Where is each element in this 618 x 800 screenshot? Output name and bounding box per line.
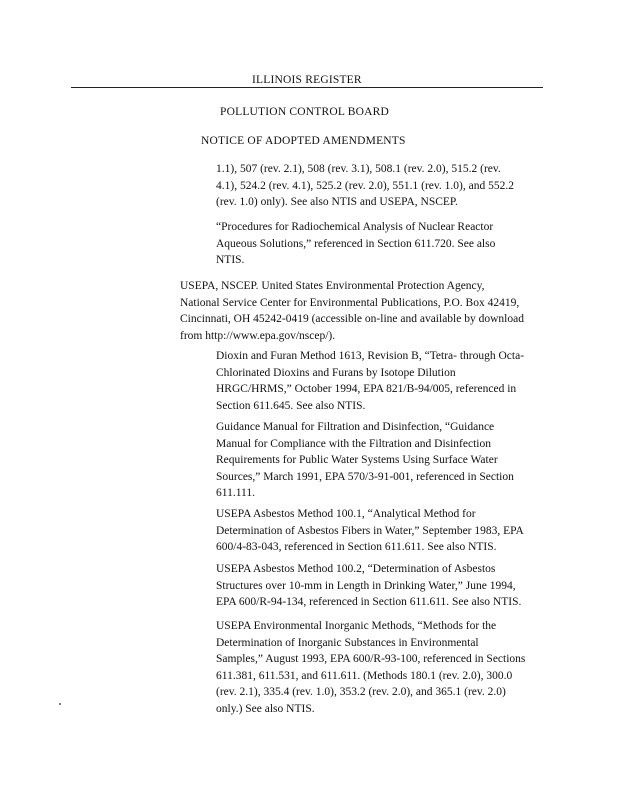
text-line: “Procedures for Radiochemical Analysis of Nuclear Reactor: [216, 221, 494, 233]
paragraph-usepa-nscep: [180, 278, 524, 344]
register-title: ILLINOIS REGISTER: [252, 74, 362, 86]
text-line: National Service Center for Environmental Publications, P.O. Box 42419,: [180, 296, 520, 309]
scan-speck: [59, 703, 61, 705]
text-line: Dioxin and Furan Method 1613, Revision B, “Tetra- through Octa-: [216, 350, 525, 362]
text-line: Samples,” August 1993, EPA 600/R-93-100, referenced in Sections: [216, 653, 526, 665]
board-title: POLLUTION CONTROL BOARD: [220, 106, 390, 118]
text-line: EPA 600/R-94-134, referenced in Section 611.611. See also NTIS.: [216, 596, 522, 608]
paragraph-continuation: [216, 161, 514, 211]
text-line: USEPA Asbestos Method 100.1, “Analytical Method for: [216, 508, 476, 520]
text-line: NTIS.: [216, 254, 245, 266]
text-line: Structures over 10-mm in Length in Drinking Water,” June 1994,: [216, 579, 516, 592]
text-line: Cincinnati, OH 45242-0419 (accessible on-line and available by download: [180, 313, 524, 325]
text-line: Manual for Compliance with the Filtration and Disinfection: [216, 437, 491, 450]
paragraph-inorganic-methods: [216, 618, 525, 717]
text-line: USEPA Environmental Inorganic Methods, “Methods for the: [216, 620, 497, 632]
text-line: Section 611.645. See also NTIS.: [216, 399, 366, 412]
text-line: Determination of Asbestos Fibers in Water,” September 1983, EPA: [216, 524, 524, 537]
text-line: Determination of Inorganic Substances in Environmental: [216, 636, 479, 649]
paragraph-asbestos-100-2: [216, 561, 521, 611]
text-line: 611.381, 611.531, and 611.611. (Methods 180.1 (rev. 2.0), 300.0: [216, 669, 513, 682]
paragraph-radiochemical: [216, 219, 495, 269]
text-line: Aqueous Solutions,” referenced in Section 611.720. See also: [216, 237, 496, 250]
text-line: 1.1), 507 (rev. 2.1), 508 (rev. 3.1), 508.1 (rev. 2.0), 515.2 (rev.: [216, 163, 501, 175]
text-line: (rev. 2.1), 335.4 (rev. 1.0), 353.2 (rev. 2.0), and 365.1 (rev. 2.0): [216, 686, 506, 698]
text-line: 600/4-83-043, referenced in Section 611.611. See also NTIS.: [216, 541, 497, 553]
paragraph-guidance-manual: [216, 419, 514, 502]
text-line: Guidance Manual for Filtration and Disinfection, “Guidance: [216, 421, 495, 433]
text-line: from http://www.epa.gov/nscep/).: [180, 329, 336, 342]
text-line: Requirements for Public Water Systems Using Surface Water: [216, 454, 498, 466]
paragraph-asbestos-100-1: [216, 506, 524, 556]
text-line: 611.111.: [216, 487, 255, 499]
header-rule: [71, 87, 543, 88]
text-line: (rev. 1.0) only). See also NTIS and USEPA, NSCEP.: [216, 196, 458, 208]
text-line: USEPA, NSCEP. United States Environmental Protection Agency,: [180, 280, 485, 292]
text-line: USEPA Asbestos Method 100.2, “Determination of Asbestos: [216, 563, 496, 575]
text-line: Chlorinated Dioxins and Furans by Isotope Dilution: [216, 366, 456, 379]
text-line: Sources,” March 1991, EPA 570/3-91-001, referenced in Section: [216, 470, 514, 483]
notice-title: NOTICE OF ADOPTED AMENDMENTS: [201, 135, 406, 147]
paragraph-dioxin: [216, 348, 524, 414]
text-line: only.) See also NTIS.: [216, 702, 315, 715]
text-line: 4.1), 524.2 (rev. 4.1), 525.2 (rev. 2.0), 551.1 (rev. 1.0), and 552.2: [216, 179, 514, 192]
text-line: HRGC/HRMS,” October 1994, EPA 821/B-94/005, referenced in: [216, 383, 517, 395]
